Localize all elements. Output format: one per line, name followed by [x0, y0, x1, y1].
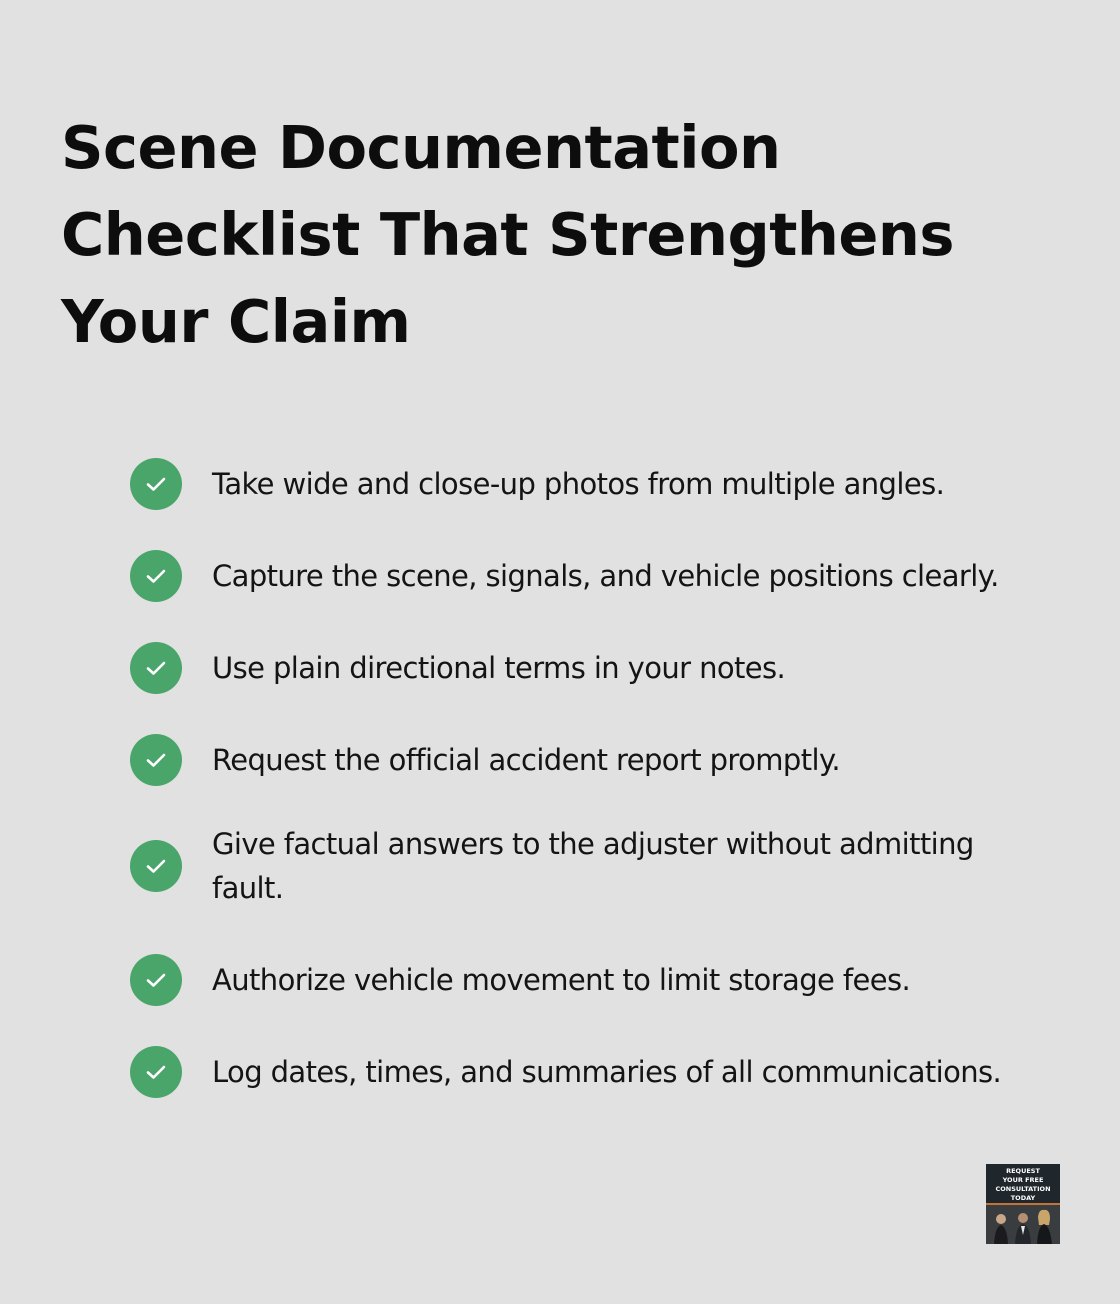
checklist-item: [130, 954, 1070, 1006]
check-icon: [130, 1046, 182, 1098]
check-icon: [130, 550, 182, 602]
check-icon: [130, 642, 182, 694]
checklist-item-text: Use plain directional terms in your notes.: [212, 651, 786, 685]
checklist-item: [130, 822, 1070, 910]
checklist-item-text: Log dates, times, and summaries of all communications.: [212, 1055, 1002, 1089]
check-icon: [130, 734, 182, 786]
promo-text: REQUEST YOUR FREE CONSULTATION TODAY: [995, 1167, 1051, 1202]
check-icon: [130, 954, 182, 1006]
page-title: Scene Documentation Checklist That Strengthens Your Claim: [61, 113, 955, 356]
checklist-item-text: Take wide and close-up photos from multiple angles.: [212, 467, 945, 501]
consultation-promo-badge[interactable]: [986, 1164, 1060, 1244]
checklist-item: [130, 458, 1070, 510]
checklist-item: [130, 550, 1070, 602]
checklist-item: [130, 1046, 1070, 1098]
checklist-item: [130, 642, 1070, 694]
checklist-item-text: Request the official accident report promptly.: [212, 743, 840, 777]
checklist-item-text: Give factual answers to the adjuster without admitting fault.: [212, 827, 974, 905]
check-icon: [130, 458, 182, 510]
attorneys-photo: [986, 1205, 1060, 1244]
check-icon: [130, 840, 182, 892]
checklist-item: [130, 734, 1070, 786]
checklist-item-text: Authorize vehicle movement to limit storage fees.: [212, 963, 911, 997]
checklist-item-text: Capture the scene, signals, and vehicle positions clearly.: [212, 559, 999, 593]
